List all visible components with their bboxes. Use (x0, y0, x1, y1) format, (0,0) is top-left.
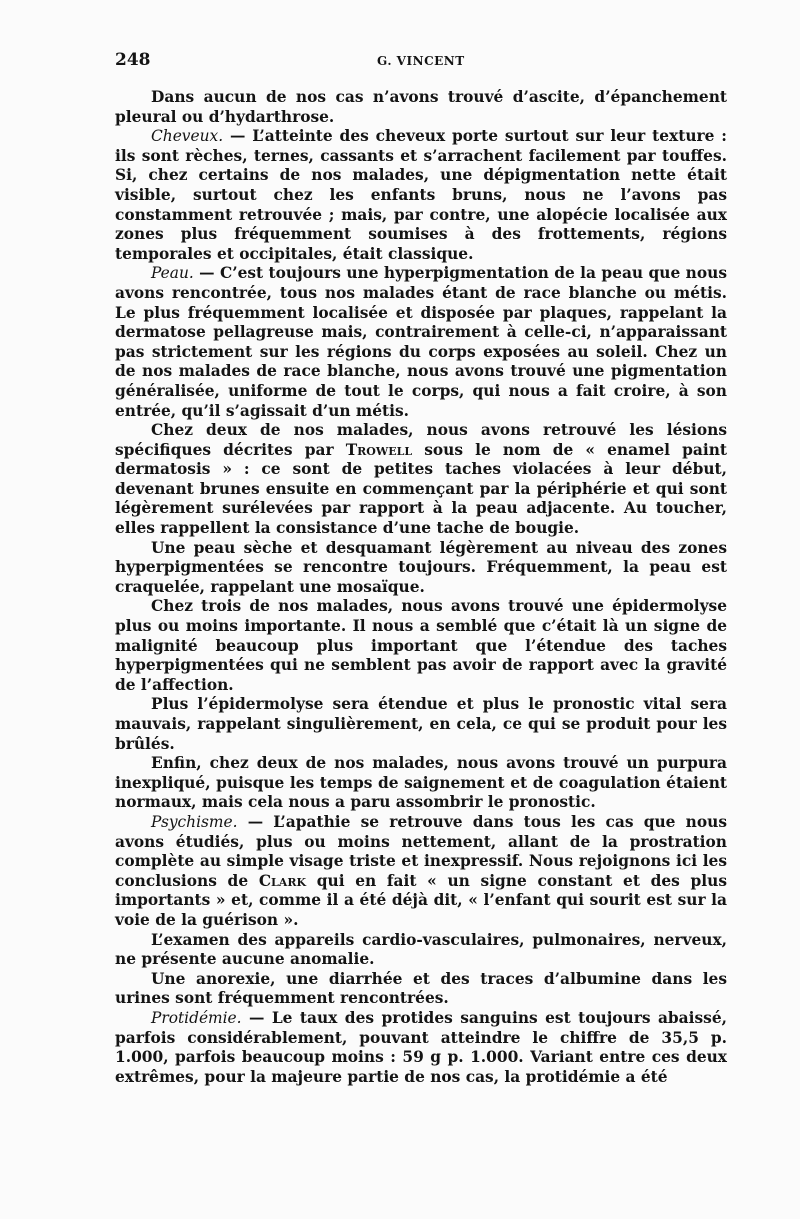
paragraph-examen: L’examen des appareils cardio-vasculaires, pulmonaires, nerveux, ne présente aucune anomalie. (115, 930, 727, 969)
paragraph-peau-seche: Une peau sèche et desquamant légèrement au niveau des zones hyperpigmentées se rencontre toujours. Fréquemment, la peau est craquelée, rappelant une mosaïque. (115, 538, 727, 596)
body-text (115, 88, 727, 1087)
paragraph-trowell: Chez deux de nos malades, nous avons retrouvé les lésions spécifiques décrites par Trowell sous le nom de « enamel paint dermatosis » : ce sont de petites taches violacées à leur début, devenant brunes ensuite en commençant par la périphérie et qui sont légèrement surélevées par rapport à la peau adjacente. Au toucher, elles rappellent la consistance d’une tache de bougie. (115, 421, 727, 538)
page-header (115, 50, 727, 76)
paragraph-purpura: Enfin, chez deux de nos malades, nous avons trouvé un purpura inexpliqué, puisque les temps de saignement et de coagulation étaient normaux, mais cela nous a paru assombrir le pronostic. (115, 754, 727, 812)
paragraph-peau: Peau. — C’est toujours une hyperpigmentation de la peau que nous avons rencontrée, tous nos malades étant de race blanche ou métis. Le plus fréquemment localisée et disposée par plaques, rappelant la dermatose pellagreuse mais, contrairement à celle-ci, n’apparaissant pas strictement sur les régions du corps exposées au soleil. Chez un de nos malades de race blanche, nous avons trouvé une pigmentation généralisée, uniforme de tout le corps, qui nous a fait croire, à son entrée, qu’il s’agissait d’un métis. (115, 264, 727, 420)
section-title-protidemie: Protidémie. (151, 1008, 242, 1027)
paragraph-psychisme: Psychisme. — L’apathie se retrouve dans tous les cas que nous avons étudiés, plus ou moins nettement, allant de la prostration complète au simple visage triste et inexpressif. Nous rejoignons ici les conclusions de Clark qui en fait « un signe constant et des plus importants » et, comme il a été déjà dit, « l’enfant qui sourit est sur la voie de la guérison ». (115, 812, 727, 929)
paragraph-ascite: Dans aucun de nos cas n’avons trouvé d’ascite, d’épanchement pleural ou d’hydarthrose. (115, 88, 727, 126)
author-name-clark: Clark (258, 871, 307, 890)
paragraph-anorexie: Une anorexie, une diarrhée et des traces d’albumine dans les urines sont fréquemment rencontrées. (115, 969, 727, 1008)
page-number: 248 (115, 50, 151, 70)
paragraph-protidemie: Protidémie. — Le taux des protides sanguins est toujours abaissé, parfois considérablement, pouvant atteindre le chiffre de 35,5 p. 1.000, parfois beaucoup moins : 59 g p. 1.000. Variant entre ces deux extrêmes, pour la majeure partie de nos cas, la protidémie a été (115, 1008, 727, 1086)
section-title-cheveux: Cheveux. (151, 127, 224, 146)
author-name-trowell: Trowell (345, 440, 413, 459)
paragraph-pronostic: Plus l’épidermolyse sera étendue et plus le pronostic vital sera mauvais, rappelant singulièrement, en cela, ce qui se produit pour les brûlés. (115, 695, 727, 753)
paragraph-cheveux: Cheveux. — L’atteinte des cheveux porte surtout sur leur texture : ils sont rèches, ternes, cassants et s’arrachent facilement par touffes. Si, chez certains de nos malades, une dépigmentation nette était visible, surtout chez les enfants bruns, nous ne l’avons pas constamment retrouvée ; mais, par contre, une alopécie localisée aux zones plus fréquemment soumises à des frottements, régions temporales et occipitales, était classique. (115, 127, 727, 263)
running-head: G. VINCENT (377, 54, 465, 68)
section-title-psychisme: Psychisme. (151, 812, 238, 831)
paragraph-epidermolyse: Chez trois de nos malades, nous avons trouvé une épidermolyse plus ou moins importante. Il nous a semblé que c’était là un signe de malignité beaucoup plus important que l’étendue des taches hyperpigmentées qui ne semblent pas avoir de rapport avec la gravité de l’affection. (115, 597, 727, 694)
section-title-peau: Peau. (151, 264, 194, 283)
